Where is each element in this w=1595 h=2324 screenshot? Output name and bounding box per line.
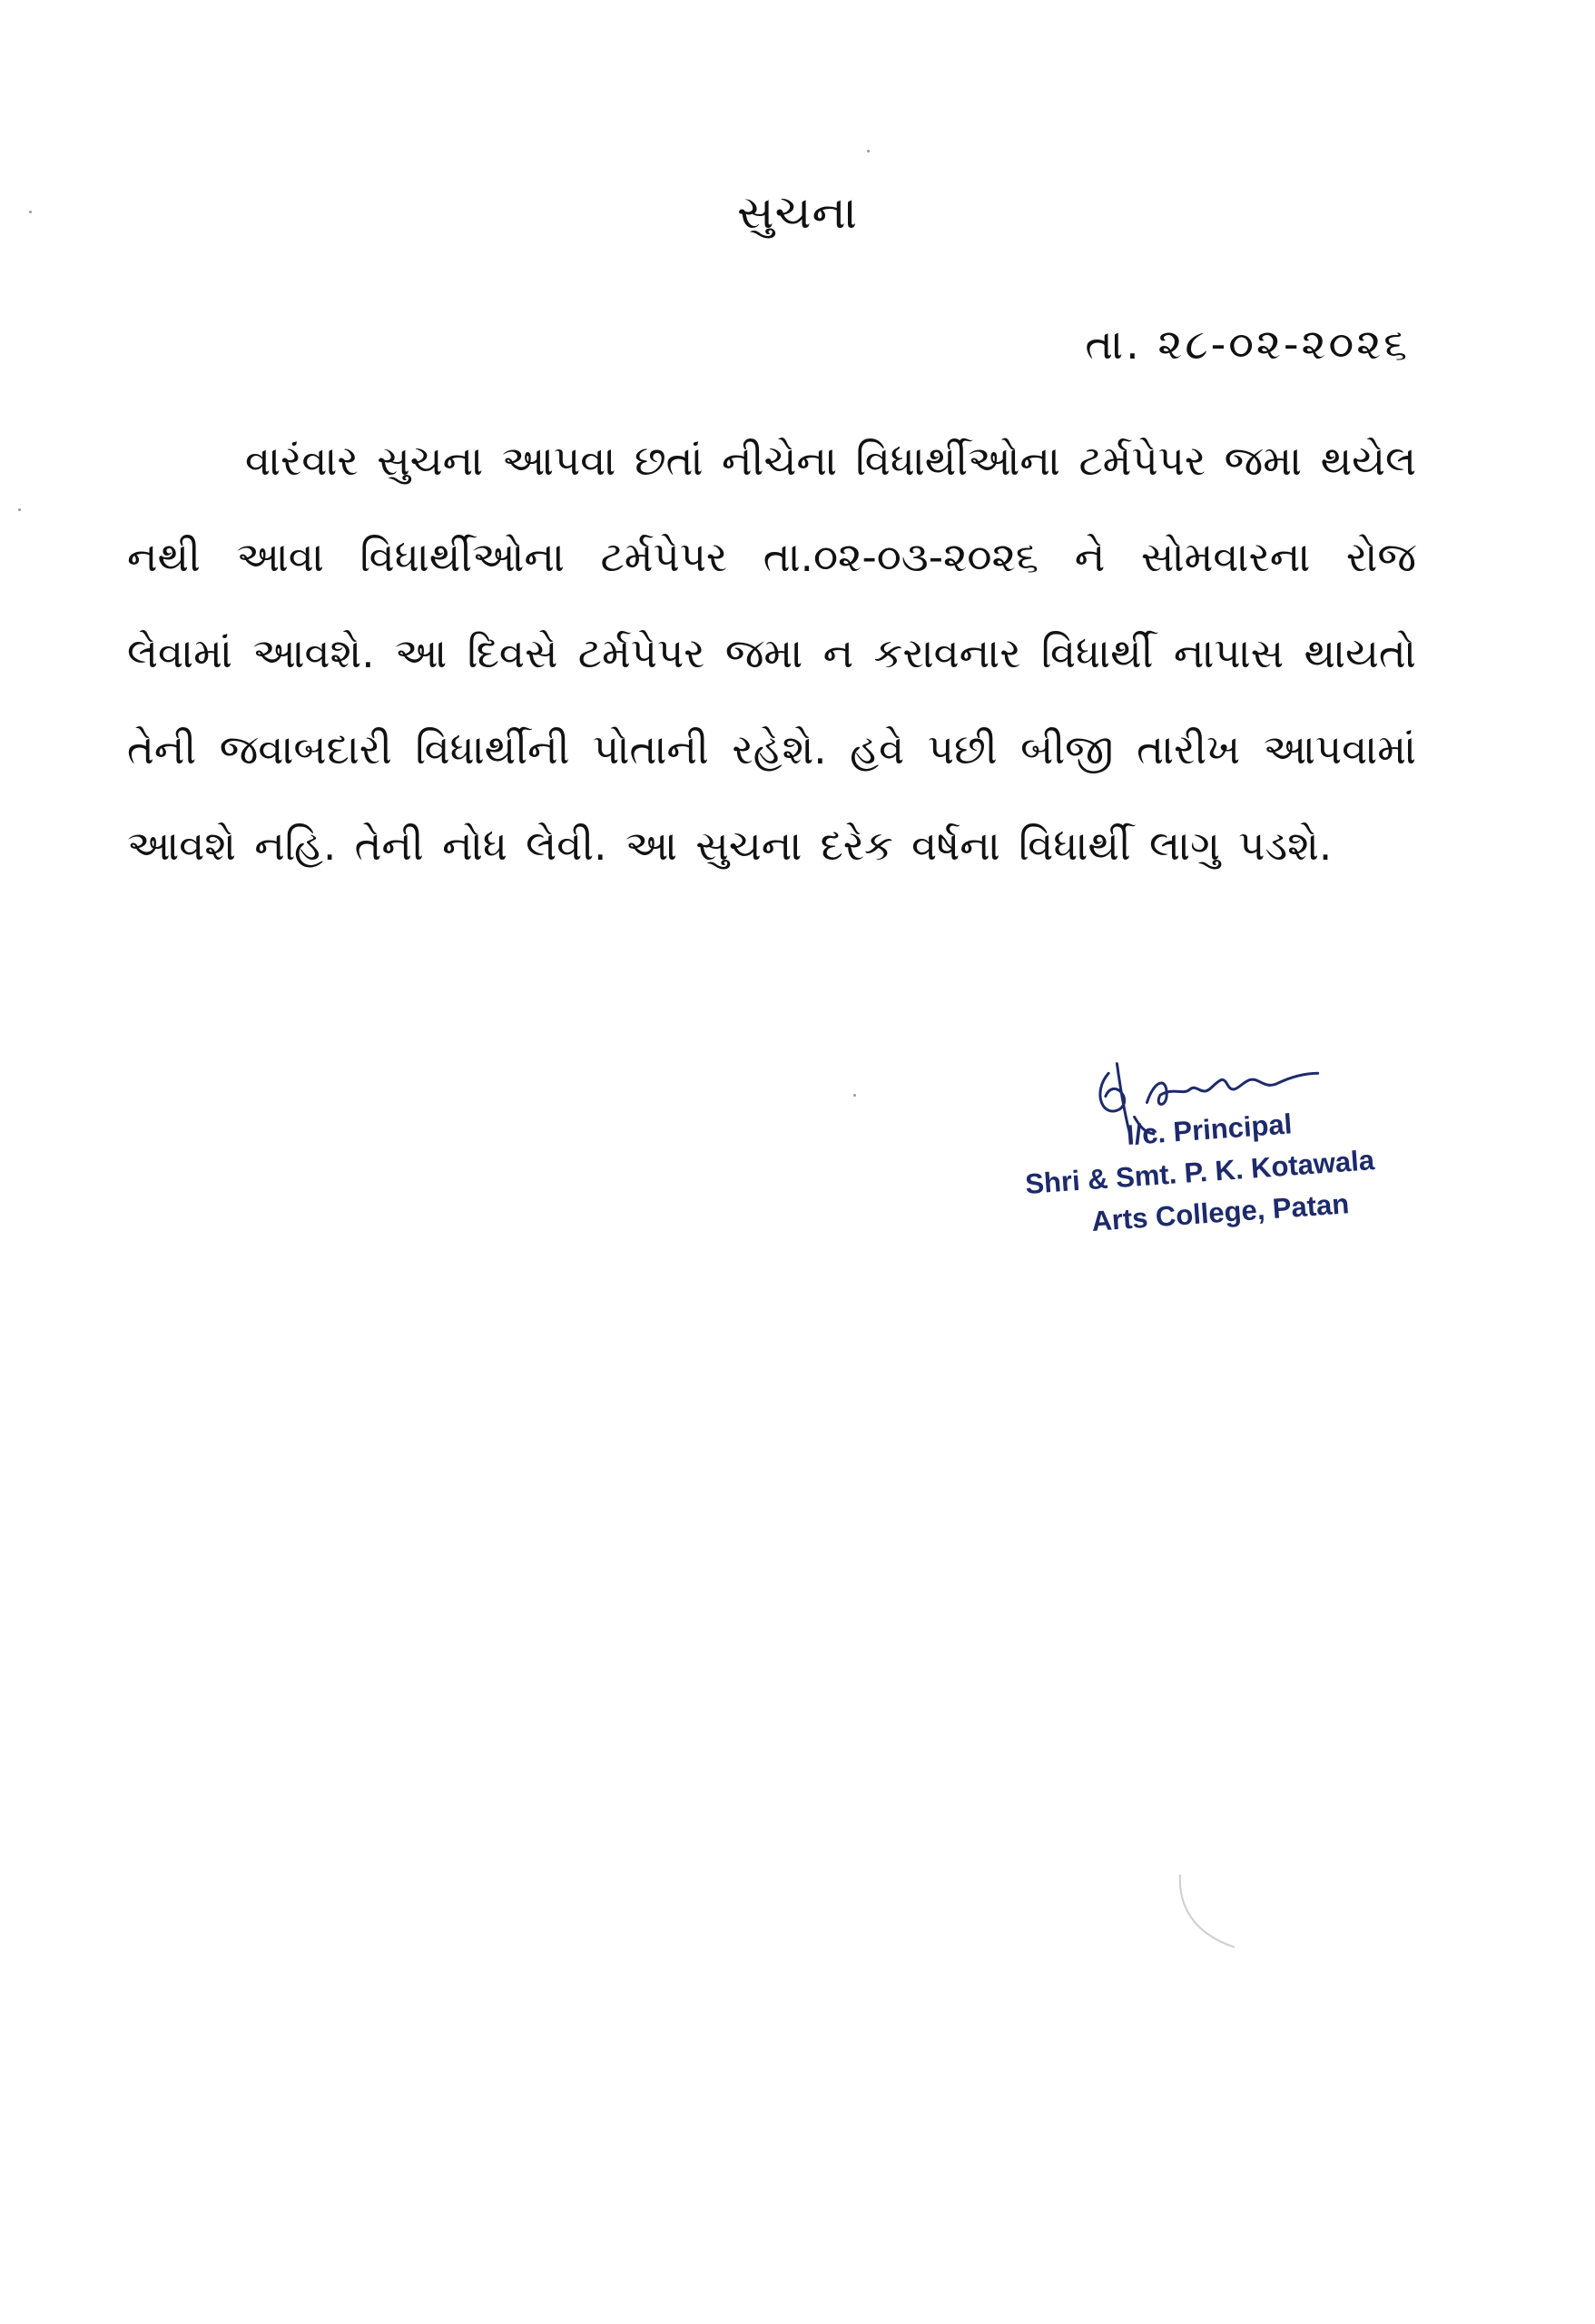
scan-speck xyxy=(29,211,32,213)
notice-date: તા. ૨૮-૦૨-૨૦૨૬ xyxy=(1085,320,1410,369)
stamp-name: Shri & Smt. P. K. Kotawala xyxy=(1024,1144,1376,1200)
scan-speck xyxy=(18,508,21,511)
notice-body: વારંવાર સુચના આપવા છતાં નીચેના વિધાર્થીઓના ટર્મપેપર જમા થયેલ નથી આવા વિધાર્થીઓના ટર્મપેપર તા.૦૨-૦૩-૨૦૨૬ ને સોમવારના રોજ લેવામાં આવશે. આ દિવસે ટર્મપેપર જમા ન કરાવનાર વિધાર્થી નાપાસ થાયતો તેની જવાબદારી વિધાર્થીની પોતાની રહેશે. હવે પછી બીજી તારીખ આપવામાં આવશે નહિ. તેની નોધ લેવી. આ સુચના દરેક વર્ષના વિધાર્થી લાગુ પડશે. xyxy=(127,437,1416,870)
stamp-title: I/c. Principal xyxy=(1125,1108,1294,1152)
signature-stamp xyxy=(1008,1033,1439,1271)
page-fold-mark xyxy=(1171,1870,1244,1952)
stamp-college: Arts College, Patan xyxy=(1090,1187,1351,1237)
scan-speck xyxy=(867,150,870,153)
notice-title: સુચના xyxy=(737,186,858,239)
scan-speck xyxy=(853,1094,856,1097)
